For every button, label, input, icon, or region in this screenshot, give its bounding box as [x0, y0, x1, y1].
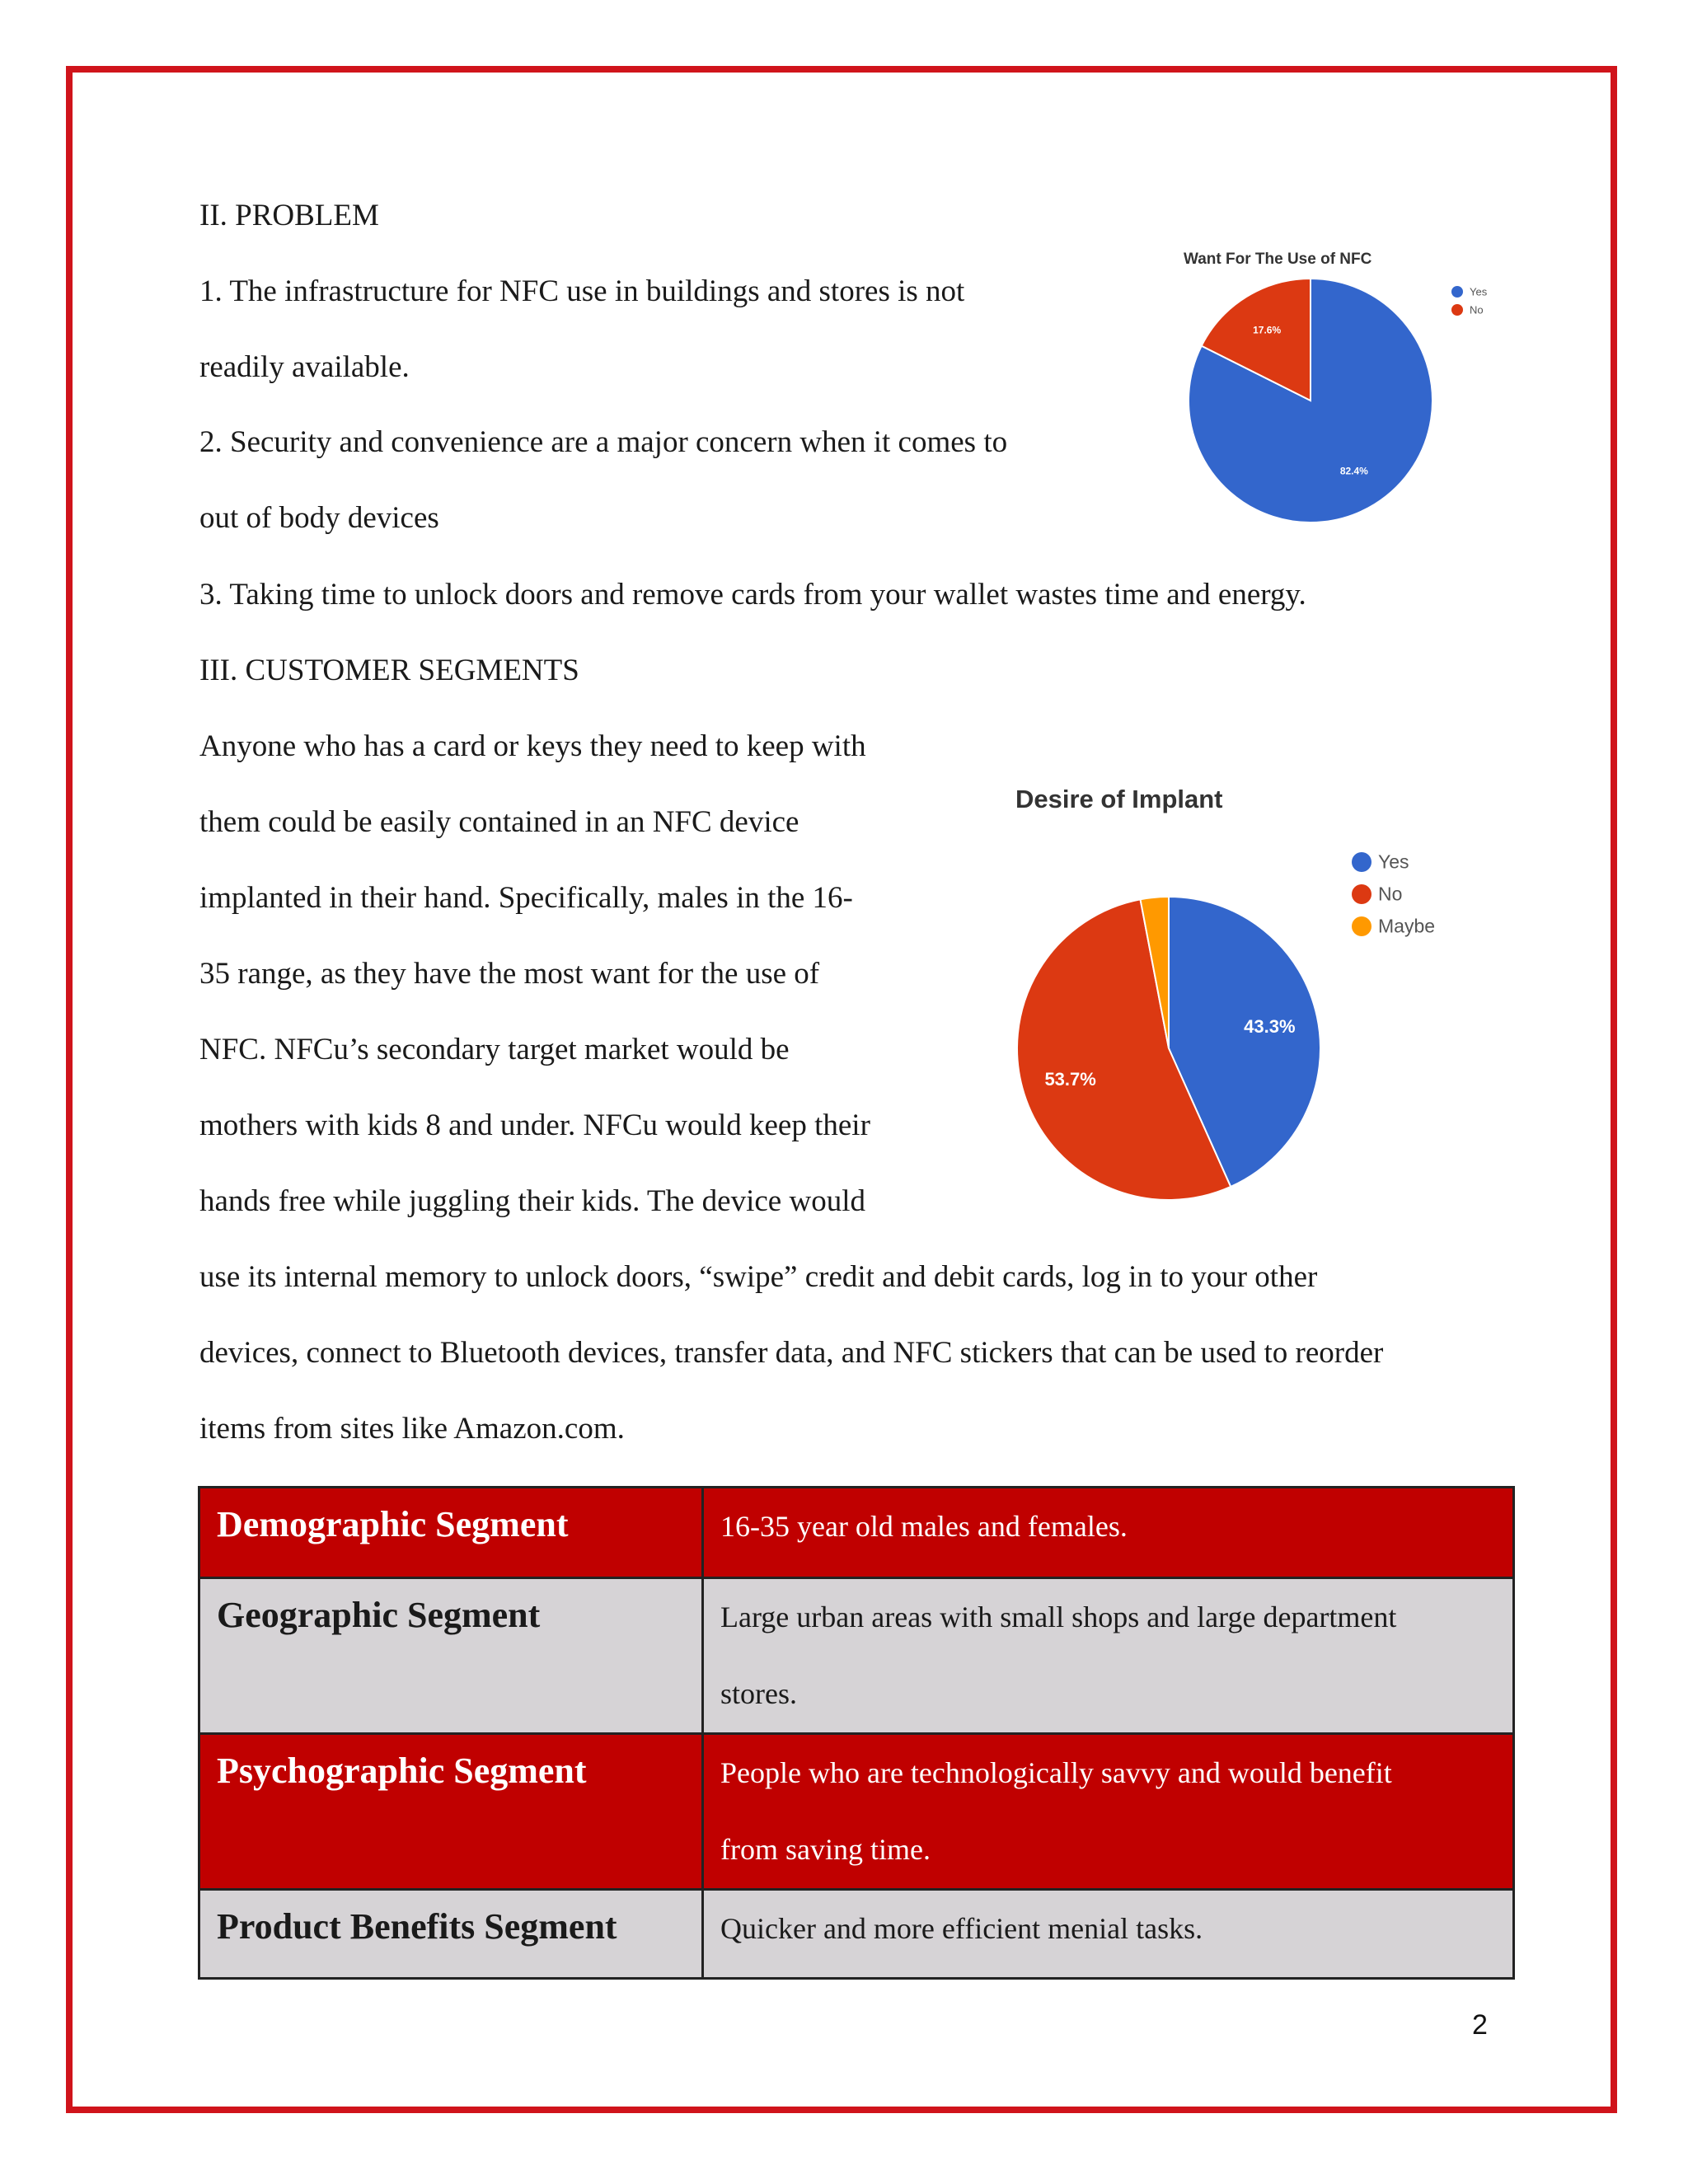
segments-line: items from sites like Amazon.com.	[199, 1412, 625, 1446]
problem-line: out of body devices	[199, 501, 439, 535]
segment-name-cell: Psychographic Segment	[199, 1734, 703, 1890]
chart-title: Desire of Implant	[1015, 785, 1223, 813]
description-line: Quicker and more efficient menial tasks.	[720, 1912, 1203, 1945]
table-row	[199, 1890, 1514, 1979]
segments-line: devices, connect to Bluetooth devices, transfer data, and NFC stickers that can be used to reorder	[199, 1336, 1384, 1370]
legend-marker	[1451, 304, 1463, 316]
segment-description-cell	[703, 1488, 1514, 1578]
legend-label: Maybe	[1378, 915, 1436, 937]
description-line: stores.	[720, 1677, 797, 1710]
problem-line: 1. The infrastructure for NFC use in buildings and stores is not	[199, 274, 965, 308]
legend-marker	[1352, 852, 1372, 872]
page-number: 2	[1472, 2009, 1488, 2041]
description-line: Large urban areas with small shops and large department	[720, 1601, 1397, 1633]
nfc-want-pie-chart	[1154, 239, 1517, 536]
table-row	[199, 1488, 1514, 1578]
segments-heading: III. CUSTOMER SEGMENTS	[199, 654, 579, 687]
legend-marker	[1352, 884, 1372, 904]
segments-line: mothers with kids 8 and under. NFCu would keep their	[199, 1108, 870, 1142]
problem-line: 3. Taking time to unlock doors and remove cards from your wallet wastes time and energy.	[199, 578, 1306, 612]
description-line: People who are technologically savvy and would benefit	[720, 1756, 1392, 1789]
description-line: from saving time.	[720, 1833, 931, 1866]
legend-marker	[1451, 286, 1463, 298]
problem-line: 2. Security and convenience are a major concern when it comes to	[199, 425, 1008, 459]
segment-name-cell: Demographic Segment	[199, 1488, 703, 1578]
segment-description-cell	[703, 1734, 1514, 1890]
legend-label: Yes	[1378, 851, 1409, 873]
table-row	[199, 1578, 1514, 1734]
segments-line: use its internal memory to unlock doors, “swipe” credit and debit cards, log in to your other	[199, 1260, 1318, 1294]
description-line: 16-35 year old males and females.	[720, 1510, 1128, 1543]
legend-marker	[1352, 916, 1372, 936]
slice-data-label: 82.4%	[1339, 465, 1368, 477]
segment-name-cell: Geographic Segment	[199, 1578, 703, 1734]
segments-line: them could be easily contained in an NFC device	[199, 805, 799, 839]
legend-label: Yes	[1470, 285, 1488, 298]
slice-data-label: 53.7%	[1044, 1068, 1096, 1090]
segments-line: implanted in their hand. Specifically, males in the 16-	[199, 881, 853, 915]
segments-line: hands free while juggling their kids. The device would	[199, 1184, 865, 1218]
segments-line: 35 range, as they have the most want for the use of	[199, 957, 820, 991]
segments-line: Anyone who has a card or keys they need to keep with	[199, 729, 866, 763]
problem-heading: II. PROBLEM	[199, 199, 379, 232]
segment-name-cell: Product Benefits Segment	[199, 1890, 703, 1979]
implant-desire-pie-chart	[989, 775, 1500, 1212]
segment-description-cell	[703, 1578, 1514, 1734]
chart-title: Want For The Use of NFC	[1184, 251, 1372, 268]
slice-data-label: 17.6%	[1253, 324, 1282, 336]
legend-label: No	[1378, 883, 1403, 905]
table-row	[199, 1734, 1514, 1890]
segment-description-cell	[703, 1890, 1514, 1979]
problem-line: readily available.	[199, 350, 410, 384]
slice-data-label: 43.3%	[1244, 1016, 1296, 1038]
legend-label: No	[1470, 303, 1484, 316]
segments-table	[198, 1486, 1515, 1980]
segments-line: NFC. NFCu’s secondary target market would be	[199, 1033, 790, 1066]
